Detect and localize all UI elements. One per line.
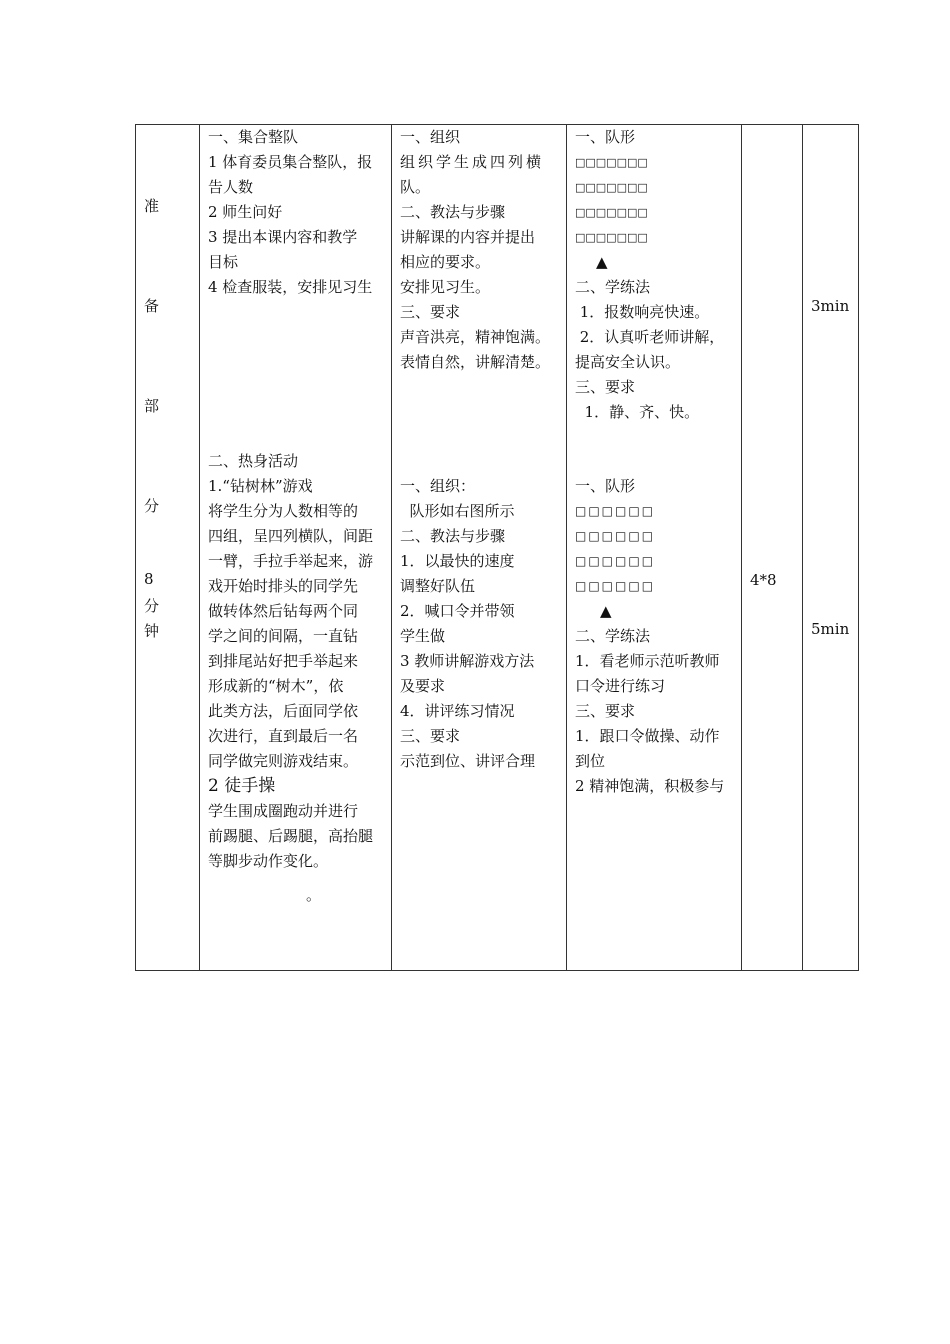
teacher-line: 队。 — [400, 178, 431, 196]
content-line: 前踢腿、后踢腿，高抬腿 — [208, 827, 374, 845]
lesson-plan-table — [135, 124, 859, 971]
student-line: 1．报数响亮快速。 — [575, 303, 710, 321]
teacher-line: 相应的要求。 — [400, 253, 491, 271]
teacher-line: 三、要求 — [400, 727, 461, 745]
teacher-line: 一、组织： — [400, 477, 476, 495]
formation-row: □□□□□□ — [575, 529, 656, 543]
formation-row: □□□□□□ — [575, 554, 656, 568]
formation-row: □□□□□□□ — [575, 206, 648, 219]
student-line: 口令进行练习 — [575, 677, 666, 695]
content-line: 告人数 — [208, 178, 254, 196]
content-heading: 2 徒手操 — [208, 776, 276, 796]
teacher-line: 组织学生成四列横 — [400, 153, 545, 171]
content-line: 3 提出本课内容和教学 — [208, 228, 358, 246]
student-line: 一、队形 — [575, 477, 636, 495]
content-line: 一、集合整队 — [208, 128, 299, 146]
teacher-line: 表情自然，讲解清楚。 — [400, 353, 551, 371]
student-line: 三、要求 — [575, 378, 636, 396]
student-line: 二、学练法 — [575, 627, 651, 645]
teacher-line: 调整好队伍 — [400, 577, 476, 595]
teacher-section-2 — [400, 474, 562, 774]
formation-row: □□□□□□□ — [575, 181, 648, 194]
side-label-char: 分 — [144, 497, 160, 515]
side-label-char: 8 — [144, 570, 154, 588]
teacher-line: 2．喊口令并带领 — [400, 602, 515, 620]
content-line: 四组，呈四列横队，间距 — [208, 527, 374, 545]
side-label-char: 准 — [144, 197, 160, 215]
content-line: 学之间的间隔，一直钻 — [208, 627, 359, 645]
content-line: 4 检查服装，安排见习生 — [208, 278, 373, 296]
side-label-char: 分 — [144, 597, 160, 615]
side-label-char: 备 — [144, 297, 160, 315]
content-line: 形成新的“树木”，依 — [208, 677, 344, 695]
teacher-position-marker: ▲ — [600, 602, 612, 620]
teacher-line: 及要求 — [400, 677, 446, 695]
content-line: 1 体育委员集合整队，报 — [208, 153, 373, 171]
teacher-line: 讲解课的内容并提出 — [400, 228, 536, 246]
column-divider — [391, 125, 392, 970]
teacher-line: 示范到位、讲评合理 — [400, 752, 536, 770]
student-line: 一、队形 — [575, 128, 636, 146]
teacher-line: 三、要求 — [400, 303, 461, 321]
student-section-2 — [575, 474, 737, 799]
time-value: 5min — [811, 620, 850, 638]
column-divider — [802, 125, 803, 970]
formation-row: □□□□□□ — [575, 504, 656, 518]
content-line: 戏开始时排头的同学先 — [208, 577, 359, 595]
content-line: 次进行，直到最后一名 — [208, 727, 359, 745]
content-section-1 — [208, 125, 388, 300]
side-label-char: 部 — [144, 397, 160, 415]
student-line: 三、要求 — [575, 702, 636, 720]
formation-row: □□□□□□□ — [575, 231, 648, 244]
content-line: 同学做完则游戏结束。 — [208, 752, 359, 770]
student-line: 提高安全认识。 — [575, 353, 681, 371]
student-line: 到位 — [575, 752, 606, 770]
teacher-line: 安排见习生。 — [400, 278, 491, 296]
reps-value: 4*8 — [750, 571, 777, 589]
content-line: 2 师生问好 — [208, 203, 283, 221]
teacher-line: 二、教法与步骤 — [400, 203, 506, 221]
content-line: 将学生分为人数相等的 — [208, 502, 359, 520]
student-line: 2 精神饱满，积极参与 — [575, 777, 725, 795]
teacher-line: 3 教师讲解游戏方法 — [400, 652, 535, 670]
content-section-2 — [208, 449, 388, 874]
column-divider — [566, 125, 567, 970]
student-section-1 — [575, 125, 737, 425]
content-line: 做转体然后钻每两个同 — [208, 602, 359, 620]
content-line: 目标 — [208, 253, 239, 271]
formation-row: □□□□□□□ — [575, 156, 648, 169]
content-line: 二、热身活动 — [208, 452, 299, 470]
content-line: 1.“钻树林”游戏 — [208, 477, 313, 495]
student-line: 1．跟口令做操、动作 — [575, 727, 720, 745]
teacher-line: 4．讲评练习情况 — [400, 702, 515, 720]
teacher-line: 一、组织 — [400, 128, 461, 146]
student-line: 二、学练法 — [575, 278, 651, 296]
side-label-char: 钟 — [144, 622, 160, 640]
column-divider — [199, 125, 200, 970]
formation-row: □□□□□□ — [575, 579, 656, 593]
student-line: 1．看老师示范听教师 — [575, 652, 720, 670]
content-line: 等脚步动作变化。 — [208, 852, 329, 870]
content-line: 一臂，手拉手举起来，游 — [208, 552, 374, 570]
content-line: 到排尾站好把手举起来 — [208, 652, 359, 670]
teacher-line: 声音洪亮，精神饱满。 — [400, 328, 551, 346]
student-line: 2．认真听老师讲解， — [575, 328, 725, 346]
content-line: 学生围成圈跑动并进行 — [208, 802, 359, 820]
teacher-line: 学生做 — [400, 627, 446, 645]
trailing-dot: 。 — [306, 886, 322, 904]
teacher-section-1 — [400, 125, 562, 375]
teacher-line: 1．以最快的速度 — [400, 552, 515, 570]
student-line: 1．静、齐、快。 — [575, 403, 700, 421]
teacher-line: 二、教法与步骤 — [400, 527, 506, 545]
content-line: 此类方法，后面同学依 — [208, 702, 359, 720]
teacher-line: 队形如右图所示 — [400, 502, 515, 520]
time-value: 3min — [811, 297, 850, 315]
column-divider — [741, 125, 742, 970]
teacher-position-marker: ▲ — [596, 253, 608, 271]
